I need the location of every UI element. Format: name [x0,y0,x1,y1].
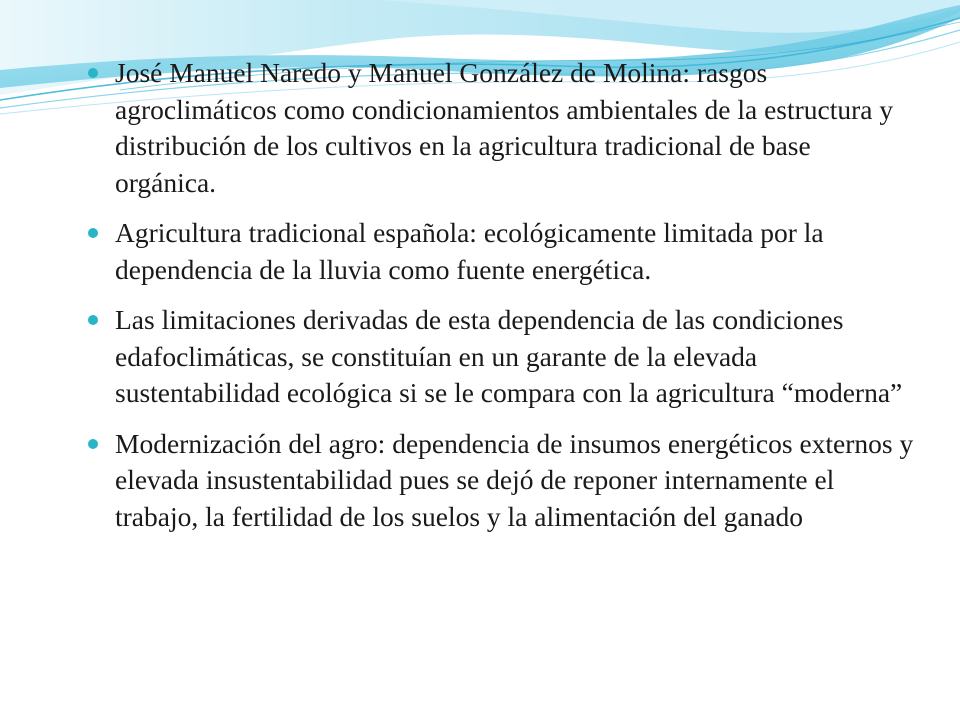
bullet-item [88,215,918,288]
bullet-item [88,55,918,201]
bullet-text: José Manuel Naredo y Manuel González de Molina: rasgos agroclimáticos como condicionamientos ambientales de la estructura y distribución de los cultivos en la agricultura tradicional de base orgánica. [115,57,894,198]
bullet-dot-icon [88,228,98,238]
bullet-list [88,55,918,535]
slide-body [88,55,918,549]
bullet-dot-icon [88,68,98,78]
bullet-dot-icon [88,315,98,325]
bullet-text: Las limitaciones derivadas de esta dependencia de las condiciones edafoclimáticas, se constituían en un garante de la elevada sustentabilidad ecológica si se le compara con la agricultura “moderna” [115,304,903,408]
bullet-text: Agricultura tradicional española: ecológicamente limitada por la dependencia de la lluvia como fuente energética. [115,217,824,285]
bullet-dot-icon [88,439,98,449]
bullet-item [88,302,918,412]
bullet-item [88,426,918,536]
bullet-text: Modernización del agro: dependencia de insumos energéticos externos y elevada insustentabilidad pues se dejó de reponer internamente el trabajo, la fertilidad de los suelos y la alimentación del ganado [115,427,914,532]
